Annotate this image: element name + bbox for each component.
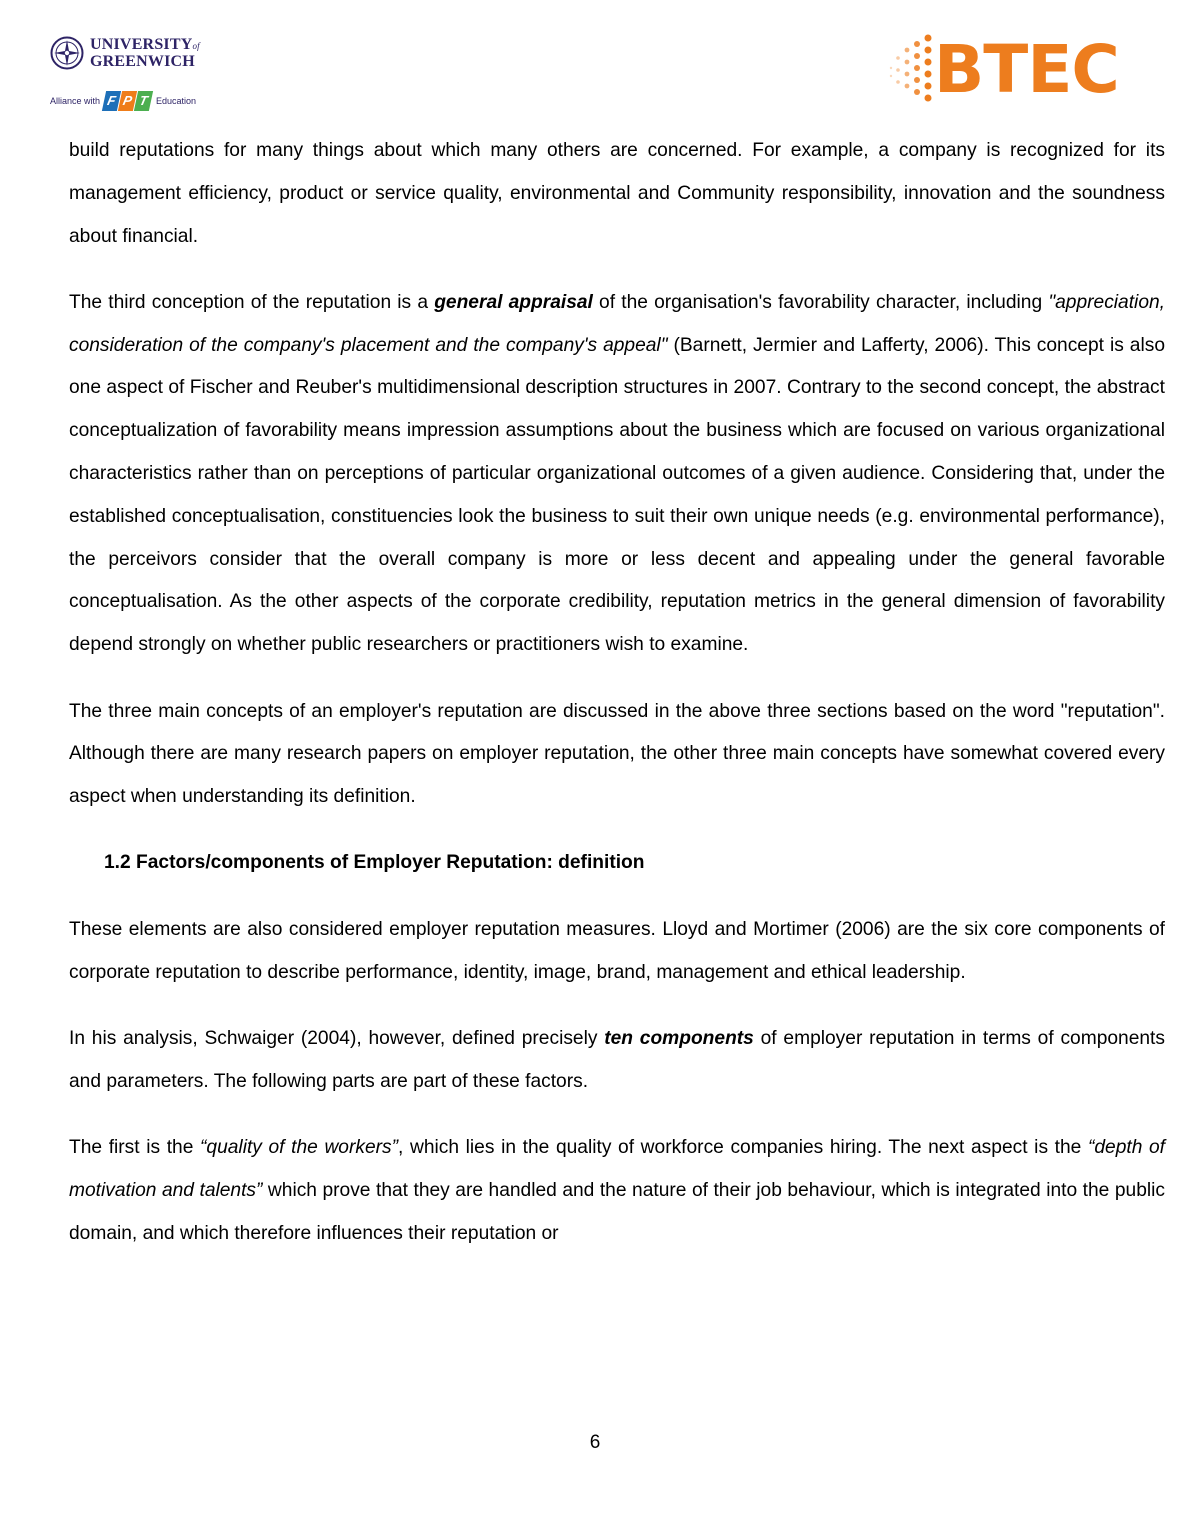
fpt-logo: F P T — [104, 91, 152, 111]
alliance-with-fpt — [50, 88, 196, 114]
emphasis-general-appraisal: general appraisal — [434, 291, 593, 313]
university-name: UNIVERSITYof GREENWICH — [90, 36, 200, 70]
university-seal-icon — [50, 36, 84, 70]
paragraph-2: The third conception of the reputation is a general appraisal of the organisation's favorability character, including "appreciation, consideration of the company's placement and the company's appeal" (Barnett, Jermier and Lafferty, 2006). This concept is also one aspect of Fischer and Reuber's multidimensional description structures in 2007. Contrary to the second concept, the abstract conceptualization of favorability means impression assumptions about the business which are focused on various organizational characteristics rather than on perceptions of particular organizational outcomes of a given audience. Considering that, under the established conceptualisation, constituencies look the business to suit their own unique needs (e.g. environmental performance), the perceivors consider that the overall company is more or less decent and appealing under the general favorable conceptualisation. As the other aspects of the corporate credibility, reputation metrics in the general dimension of favorability depend strongly on whether public researchers or practitioners wish to examine. — [69, 291, 1165, 656]
paragraph-4: These elements are also considered employer reputation measures. Lloyd and Mortimer (2006) are the six core components of corporate reputation to describe performance, identity, image, brand, management and ethical leadership. — [69, 918, 1165, 983]
page-number: 6 — [589, 1432, 601, 1453]
emphasis-ten-components: ten components — [604, 1027, 754, 1049]
emphasis-depth-of-motivation: “depth of motivation and talents” — [69, 1136, 1166, 1201]
section-heading: 1.2 Factors/components of Employer Reputation: definition — [104, 852, 645, 874]
paragraph-6: The first is the “quality of the workers”, which lies in the quality of workforce companies hiring. The next aspect is the “depth of motivation and talents” which prove that they are handled and the nature of their job behaviour, which is integrated into the public domain, and which therefore influences their reputation or — [69, 1136, 1166, 1244]
university-of-greenwich-logo — [50, 34, 220, 118]
btec-wordmark: BTEC — [934, 31, 1119, 108]
quote-appreciation: "appreciation, consideration of the company's placement and the company's appeal" — [69, 291, 1165, 356]
emphasis-quality-of-workers: “quality of the workers” — [200, 1136, 399, 1158]
alliance-prefix: Alliance with — [50, 96, 101, 106]
document-body — [69, 130, 1165, 1255]
paragraph-3: The three main concepts of an employer's reputation are discussed in the above three sections based on the word "reputation". Although there are many research papers on employer reputation, the other three main concepts have somewhat covered every aspect when understanding its definition. — [69, 700, 1165, 808]
paragraph-1: build reputations for many things about which many others are concerned. For example, a company is recognized for its management efficiency, product or service quality, environmental and Community responsibility, innovation and the soundness about financial. — [69, 140, 1165, 247]
alliance-suffix: Education — [156, 96, 197, 106]
paragraph-5: In his analysis, Schwaiger (2004), however, defined precisely ten components of employer reputation in terms of components and parameters. The following parts are part of these factors. — [69, 1027, 1165, 1092]
btec-logo — [888, 30, 1128, 110]
btec-dots-icon — [888, 30, 936, 110]
